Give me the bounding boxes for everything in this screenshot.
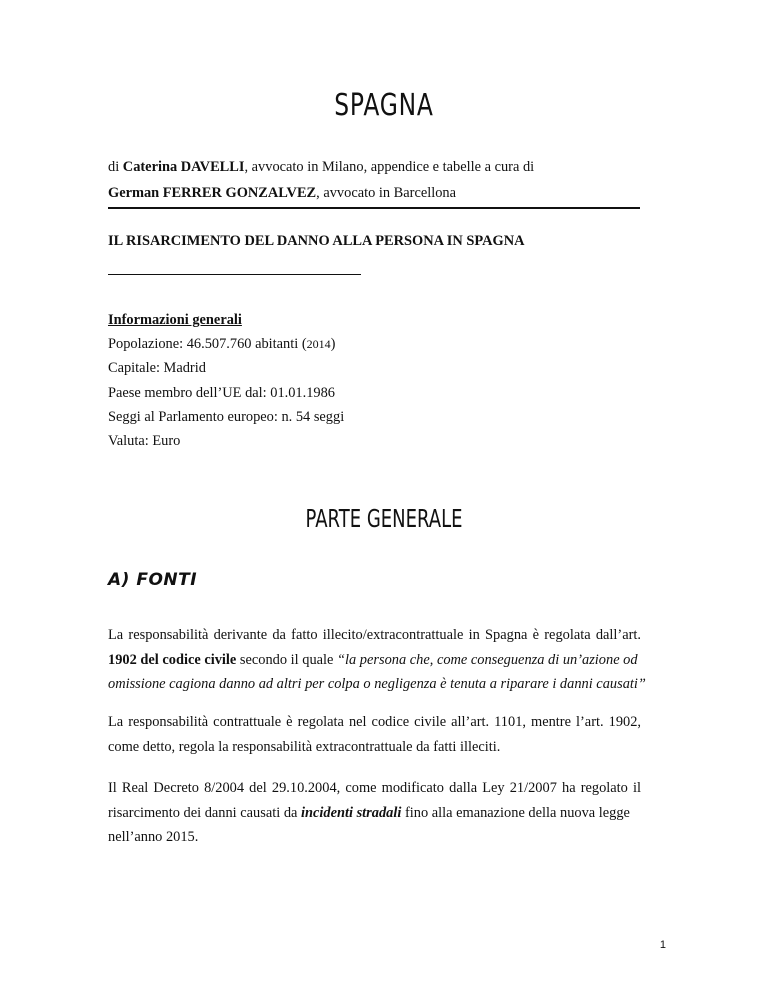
currency-row: Valuta: Euro <box>108 433 181 450</box>
paragraph-2-line-1: La responsabilità contrattuale è regolata nel codice civile all’art. 1101, mentre l’art. 1902, <box>108 714 641 730</box>
population-row <box>108 332 344 356</box>
paragraph-3-text-end: fino alla emanazione della nuova legge <box>401 804 630 821</box>
population-close: ) <box>330 336 336 353</box>
eu-seats-row: Seggi al Parlamento europeo: n. 54 seggi <box>108 408 345 425</box>
title-divider <box>108 207 640 209</box>
capital-row: Capitale: Madrid <box>108 360 206 377</box>
byline-line-2 <box>108 180 648 206</box>
author-primary: Caterina DAVELLI <box>122 159 245 175</box>
paragraph-1-line-3 <box>108 672 646 697</box>
population-label: Popolazione: 46.507.760 abitanti ( <box>108 336 307 353</box>
general-info-heading: Informazioni generali <box>108 312 242 328</box>
paragraph-1 <box>108 623 646 697</box>
general-info <box>108 308 344 453</box>
part-heading: PARTE GENERALE <box>305 504 463 533</box>
section-divider <box>108 274 361 275</box>
paragraph-1-text: secondo il quale <box>236 651 338 668</box>
page-number: 1 <box>659 939 666 951</box>
population-year: 2014 <box>306 337 331 352</box>
byline-line-2-suffix: , avvocato in Barcellona <box>316 185 457 201</box>
paragraph-3-line-3: nell’anno 2015. <box>108 829 199 845</box>
paragraph-3 <box>108 776 641 850</box>
byline-prefix: di <box>108 159 123 175</box>
quotation-start: “la persona che, come conseguenza di un’azione od <box>337 651 638 668</box>
paragraph-3-line-1: Il Real Decreto 8/2004 del 29.10.2004, come modificato dalla Ley 21/2007 ha regolato il <box>108 780 641 796</box>
road-accidents-term: incidenti stradali <box>301 804 402 821</box>
byline-line-1-suffix: , avvocato in Milano, appendice e tabelle a cura di <box>244 159 535 175</box>
sub-heading: A) FONTI <box>108 570 198 590</box>
paragraph-2 <box>108 710 641 759</box>
eu-member-row: Paese membro dell’UE dal: 01.01.1986 <box>108 384 336 401</box>
document-title: SPAGNA <box>334 88 434 123</box>
paragraph-3-line-2 <box>108 801 641 826</box>
civil-code-reference: 1902 del codice civile <box>108 651 237 668</box>
quotation-end: omissione cagiona danno ad altri per colpa o negligenza è tenuta a riparare i danni causati” <box>108 676 646 692</box>
author-secondary: German FERRER GONZALVEZ <box>108 185 317 201</box>
paragraph-2-line-2: come detto, regola la responsabilità extracontrattuale da fatti illeciti. <box>108 738 501 755</box>
paragraph-1-line-2 <box>108 648 641 673</box>
paragraph-3-text: risarcimento dei danni causati da <box>108 804 302 821</box>
byline-line-1 <box>108 154 648 180</box>
section-heading: IL RISARCIMENTO DEL DANNO ALLA PERSONA IN SPAGNA <box>108 233 525 249</box>
byline <box>108 154 648 206</box>
paragraph-1-line-1: La responsabilità derivante da fatto illecito/extracontrattuale in Spagna è regolata dall’art. <box>108 627 641 643</box>
